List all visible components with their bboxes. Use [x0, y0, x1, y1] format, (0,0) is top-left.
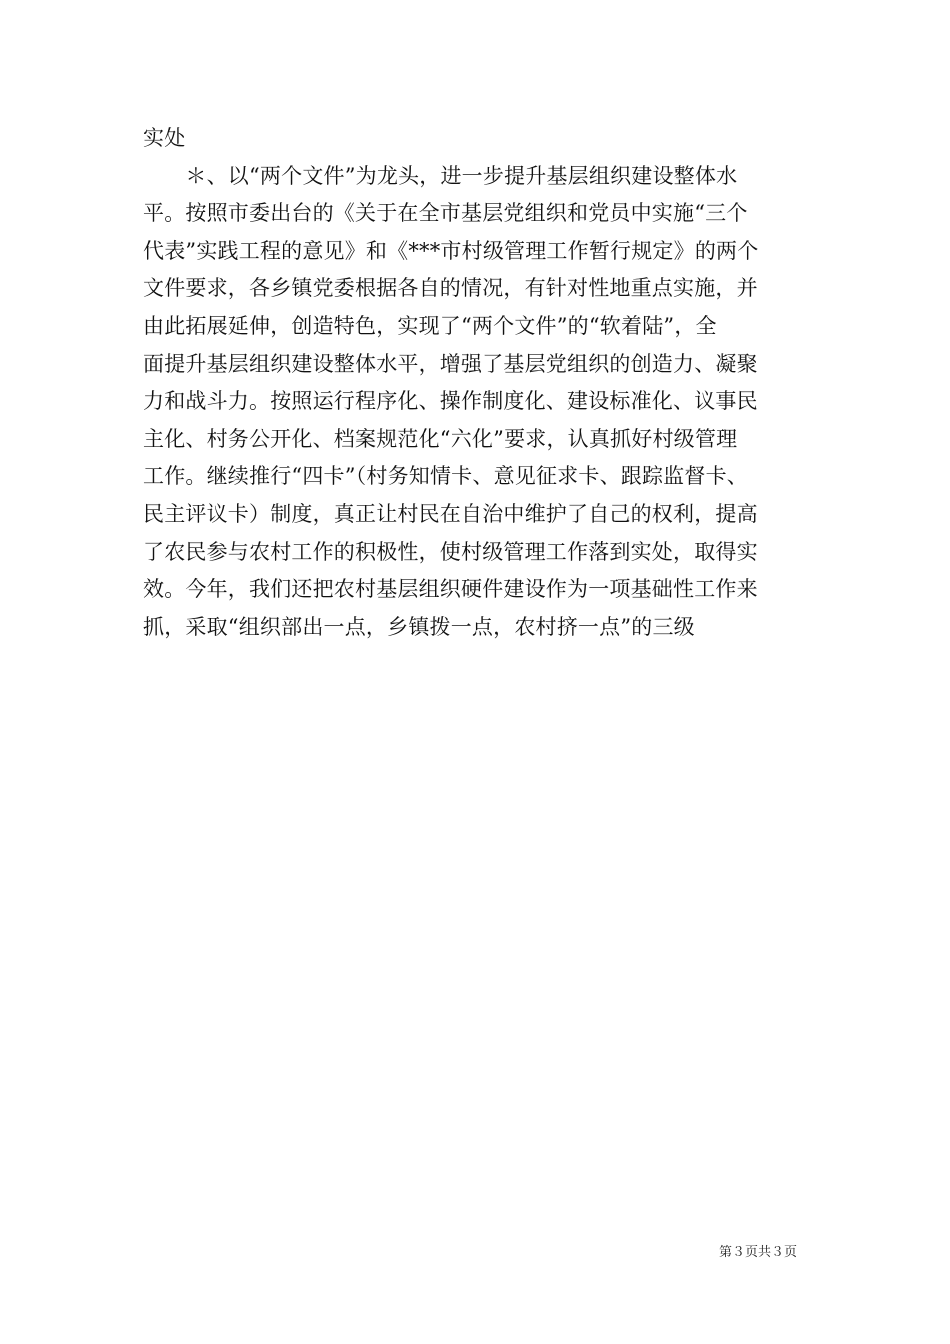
text-line: 主化、村务公开化、档案规范化“六化”要求，认真抓好村级管理 [143, 426, 738, 451]
body-text [143, 120, 833, 646]
text-line: 力和战斗力。按照运行程序化、操作制度化、建设标准化、议事民 [143, 389, 758, 414]
text-line: 效。今年，我们还把农村基层组织硬件建设作为一项基础性工作来 [143, 577, 758, 602]
page-number-footer: 第３页共３页 [719, 1245, 798, 1260]
text-line: 民主评议卡）制度，真正让村民在自治中维护了自己的权利，提高 [143, 501, 758, 526]
text-line: ＊、以“两个文件”为龙头，进一步提升基层组织建设整体水 [143, 163, 738, 188]
text-line: 文件要求，各乡镇党委根据各自的情况，有针对性地重点实施，并 [143, 276, 758, 301]
text-line: 代表”实践工程的意见》和《***市村级管理工作暂行规定》的两个 [143, 238, 759, 263]
text-line: 由此拓展延伸，创造特色，实现了“两个文件”的“软着陆”，全 [143, 313, 717, 338]
text-line: 工作。继续推行“四卡”（村务知情卡、意见征求卡、跟踪监督卡、 [143, 464, 748, 489]
text-line: 面提升基层组织建设整体水平，增强了基层党组织的创造力、凝聚 [143, 351, 758, 376]
text-line: 了农民参与农村工作的积极性，使村级管理工作落到实处，取得实 [143, 539, 758, 564]
text-line: 平。按照市委出台的《关于在全市基层党组织和党员中实施“三个 [143, 201, 748, 226]
text-line: 实处 [143, 126, 186, 150]
text-line: 抓，采取“组织部出一点，乡镇拨一点，农村挤一点”的三级 [143, 614, 695, 639]
